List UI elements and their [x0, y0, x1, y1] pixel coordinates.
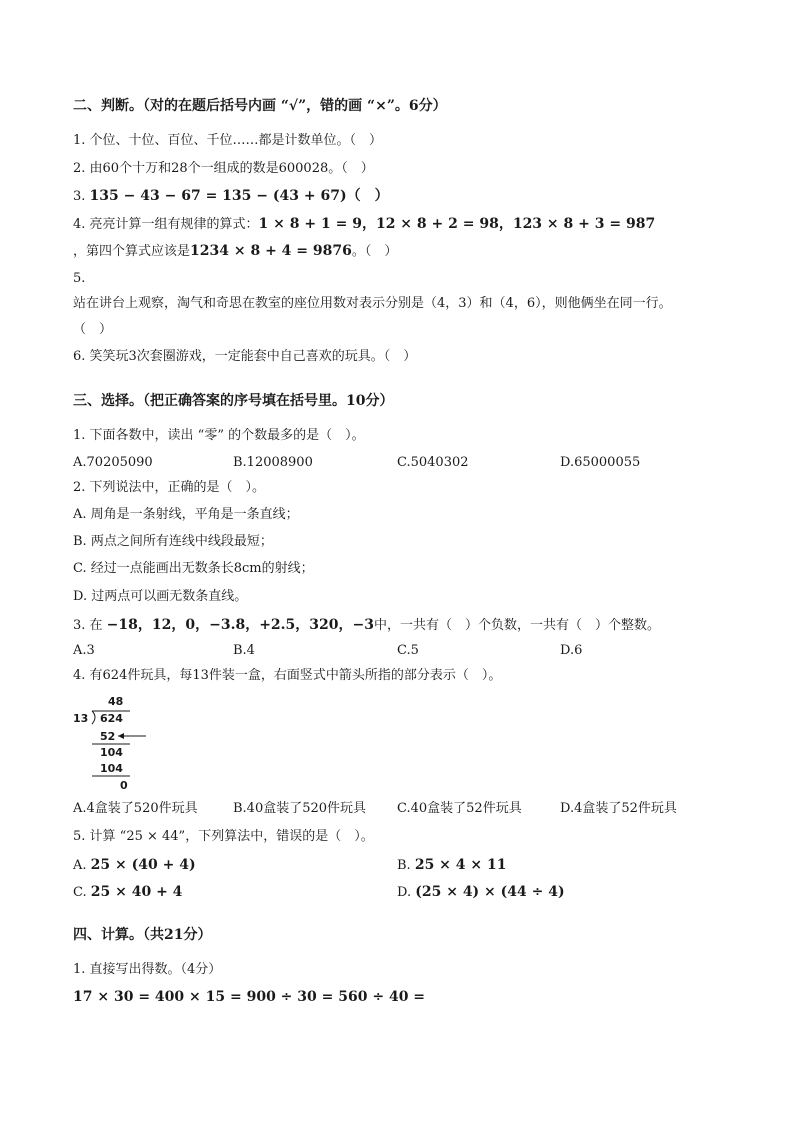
choice-4-option-c: C.40盒装了52件玩具: [397, 801, 522, 816]
judge-question-6: 6. 笑笑玩3次套圈游戏，一定能套中自己喜欢的玩具。（ ）: [73, 349, 417, 364]
option-expression: 25 × (40 + 4): [90, 857, 196, 873]
choice-1-option-b: B.12008900: [233, 455, 313, 470]
option-label: B.: [397, 858, 415, 873]
judge-question-4-paren: 。（ ）: [351, 244, 398, 259]
calc-question-1: 1. 直接写出得数。（4分）: [73, 962, 222, 977]
judge-question-4-line2: [73, 243, 397, 260]
choice-question-3-intro: 3. 在: [73, 618, 107, 633]
choice-1-option-c: C.5040302: [397, 455, 469, 470]
judge-question-5-text: 站在讲台上观察，淘气和奇思在教室的座位用数对表示分别是（4，3）和（4，6），则他俩坐在同一行。: [73, 296, 672, 311]
option-expression: 25 × 40 + 4: [90, 884, 183, 900]
judge-question-5-number: 5.: [73, 271, 86, 286]
choice-1-option-a: A.70205090: [73, 455, 153, 470]
choice-question-5: 5. 计算 “25 × 44”，下列算法中，错误的是（ ）。: [73, 829, 374, 844]
judge-question-1: 1. 个位、十位、百位、千位……都是计数单位。（ ）: [73, 133, 383, 148]
choice-3-option-d: D.6: [560, 643, 583, 658]
judge-question-4-pattern: 1 × 8 + 1 = 9，12 × 8 + 2 = 98，123 × 8 + 3 = 987: [258, 216, 656, 232]
choice-4-option-d: D.4盒装了52件玩具: [560, 801, 677, 816]
calc-question-1-expressions: 17 × 30 = 400 × 15 = 900 ÷ 30 = 560 ÷ 40 =: [73, 989, 426, 1005]
division-divisor: 13: [73, 712, 89, 725]
choice-5-option-b: [397, 857, 507, 874]
choice-2-option-c: C. 经过一点能画出无数条长8cm的射线；: [73, 561, 314, 576]
option-label: C.: [73, 885, 91, 900]
choice-2-option-a: A. 周角是一条射线，平角是一条直线；: [73, 507, 299, 522]
division-quotient: 48: [108, 695, 124, 708]
long-division-diagram: [70, 693, 160, 793]
division-bracket: [92, 711, 95, 724]
judge-question-3-number: 3.: [73, 189, 90, 204]
division-step-1: 52: [100, 730, 116, 743]
choice-4-option-b: B.40盒装了520件玩具: [233, 801, 367, 816]
division-step-2: 104: [100, 746, 123, 759]
choice-question-4: 4. 有624件玩具，每13件装一盒，右面竖式中箭头所指的部分表示（ ）。: [73, 668, 502, 683]
judge-question-4-intro: 4. 亮亮计算一组有规律的算式：: [73, 217, 259, 232]
section2-heading: 二、判断。（对的在题后括号内画 “√”，错的画 “×”。6分）: [73, 98, 447, 114]
judge-question-4-text: ，第四个算式应该是: [73, 244, 191, 259]
choice-3-option-c: C.5: [397, 643, 419, 658]
division-step-3: 104: [100, 762, 123, 775]
option-expression: (25 × 4) × (44 ÷ 4): [415, 884, 565, 900]
choice-5-option-c: [73, 884, 182, 901]
judge-question-3: [73, 188, 389, 205]
choice-3-option-a: A.3: [73, 643, 95, 658]
option-label: D.: [397, 885, 416, 900]
judge-question-5-paren: （ ）: [73, 322, 113, 337]
choice-3-option-b: B.4: [233, 643, 255, 658]
division-dividend: 624: [100, 712, 123, 725]
division-remainder: 0: [120, 779, 128, 792]
choice-question-3-numbers: −18，12，0，−3.8，+2.5，320，−3: [106, 617, 374, 633]
judge-question-4-line1: [73, 216, 655, 233]
choice-question-3-text: 中，一共有（ ）个负数，一共有（ ）个整数。: [373, 618, 660, 633]
judge-question-4-fourth-equation: 1234 × 8 + 4 = 9876: [190, 243, 352, 259]
section3-heading: 三、选择。（把正确答案的序号填在括号里。10分）: [73, 393, 394, 409]
choice-5-option-a: [73, 857, 196, 874]
judge-question-2: 2. 由60个十万和28个一组成的数是600028。（ ）: [73, 161, 374, 176]
choice-4-option-a: A.4盒装了520件玩具: [73, 801, 198, 816]
choice-2-option-b: B. 两点之间所有连线中线段最短；: [73, 534, 273, 549]
choice-1-option-d: D.65000055: [560, 455, 641, 470]
section4-heading: 四、计算。（共21分）: [73, 927, 212, 943]
choice-5-option-d: [397, 884, 565, 901]
judge-question-3-equation: 135 − 43 − 67 = 135 − (43 + 67)（ ）: [89, 188, 389, 204]
choice-question-3: [73, 617, 660, 634]
arrow-head-icon: [118, 733, 124, 739]
choice-2-option-d: D. 过两点可以画无数条直线。: [73, 589, 248, 604]
choice-question-1: 1. 下面各数中，读出 “零” 的个数最多的是（ ）。: [73, 428, 365, 443]
option-label: A.: [73, 858, 91, 873]
choice-question-2: 2. 下列说法中，正确的是（ ）。: [73, 480, 266, 495]
option-expression: 25 × 4 × 11: [414, 857, 507, 873]
